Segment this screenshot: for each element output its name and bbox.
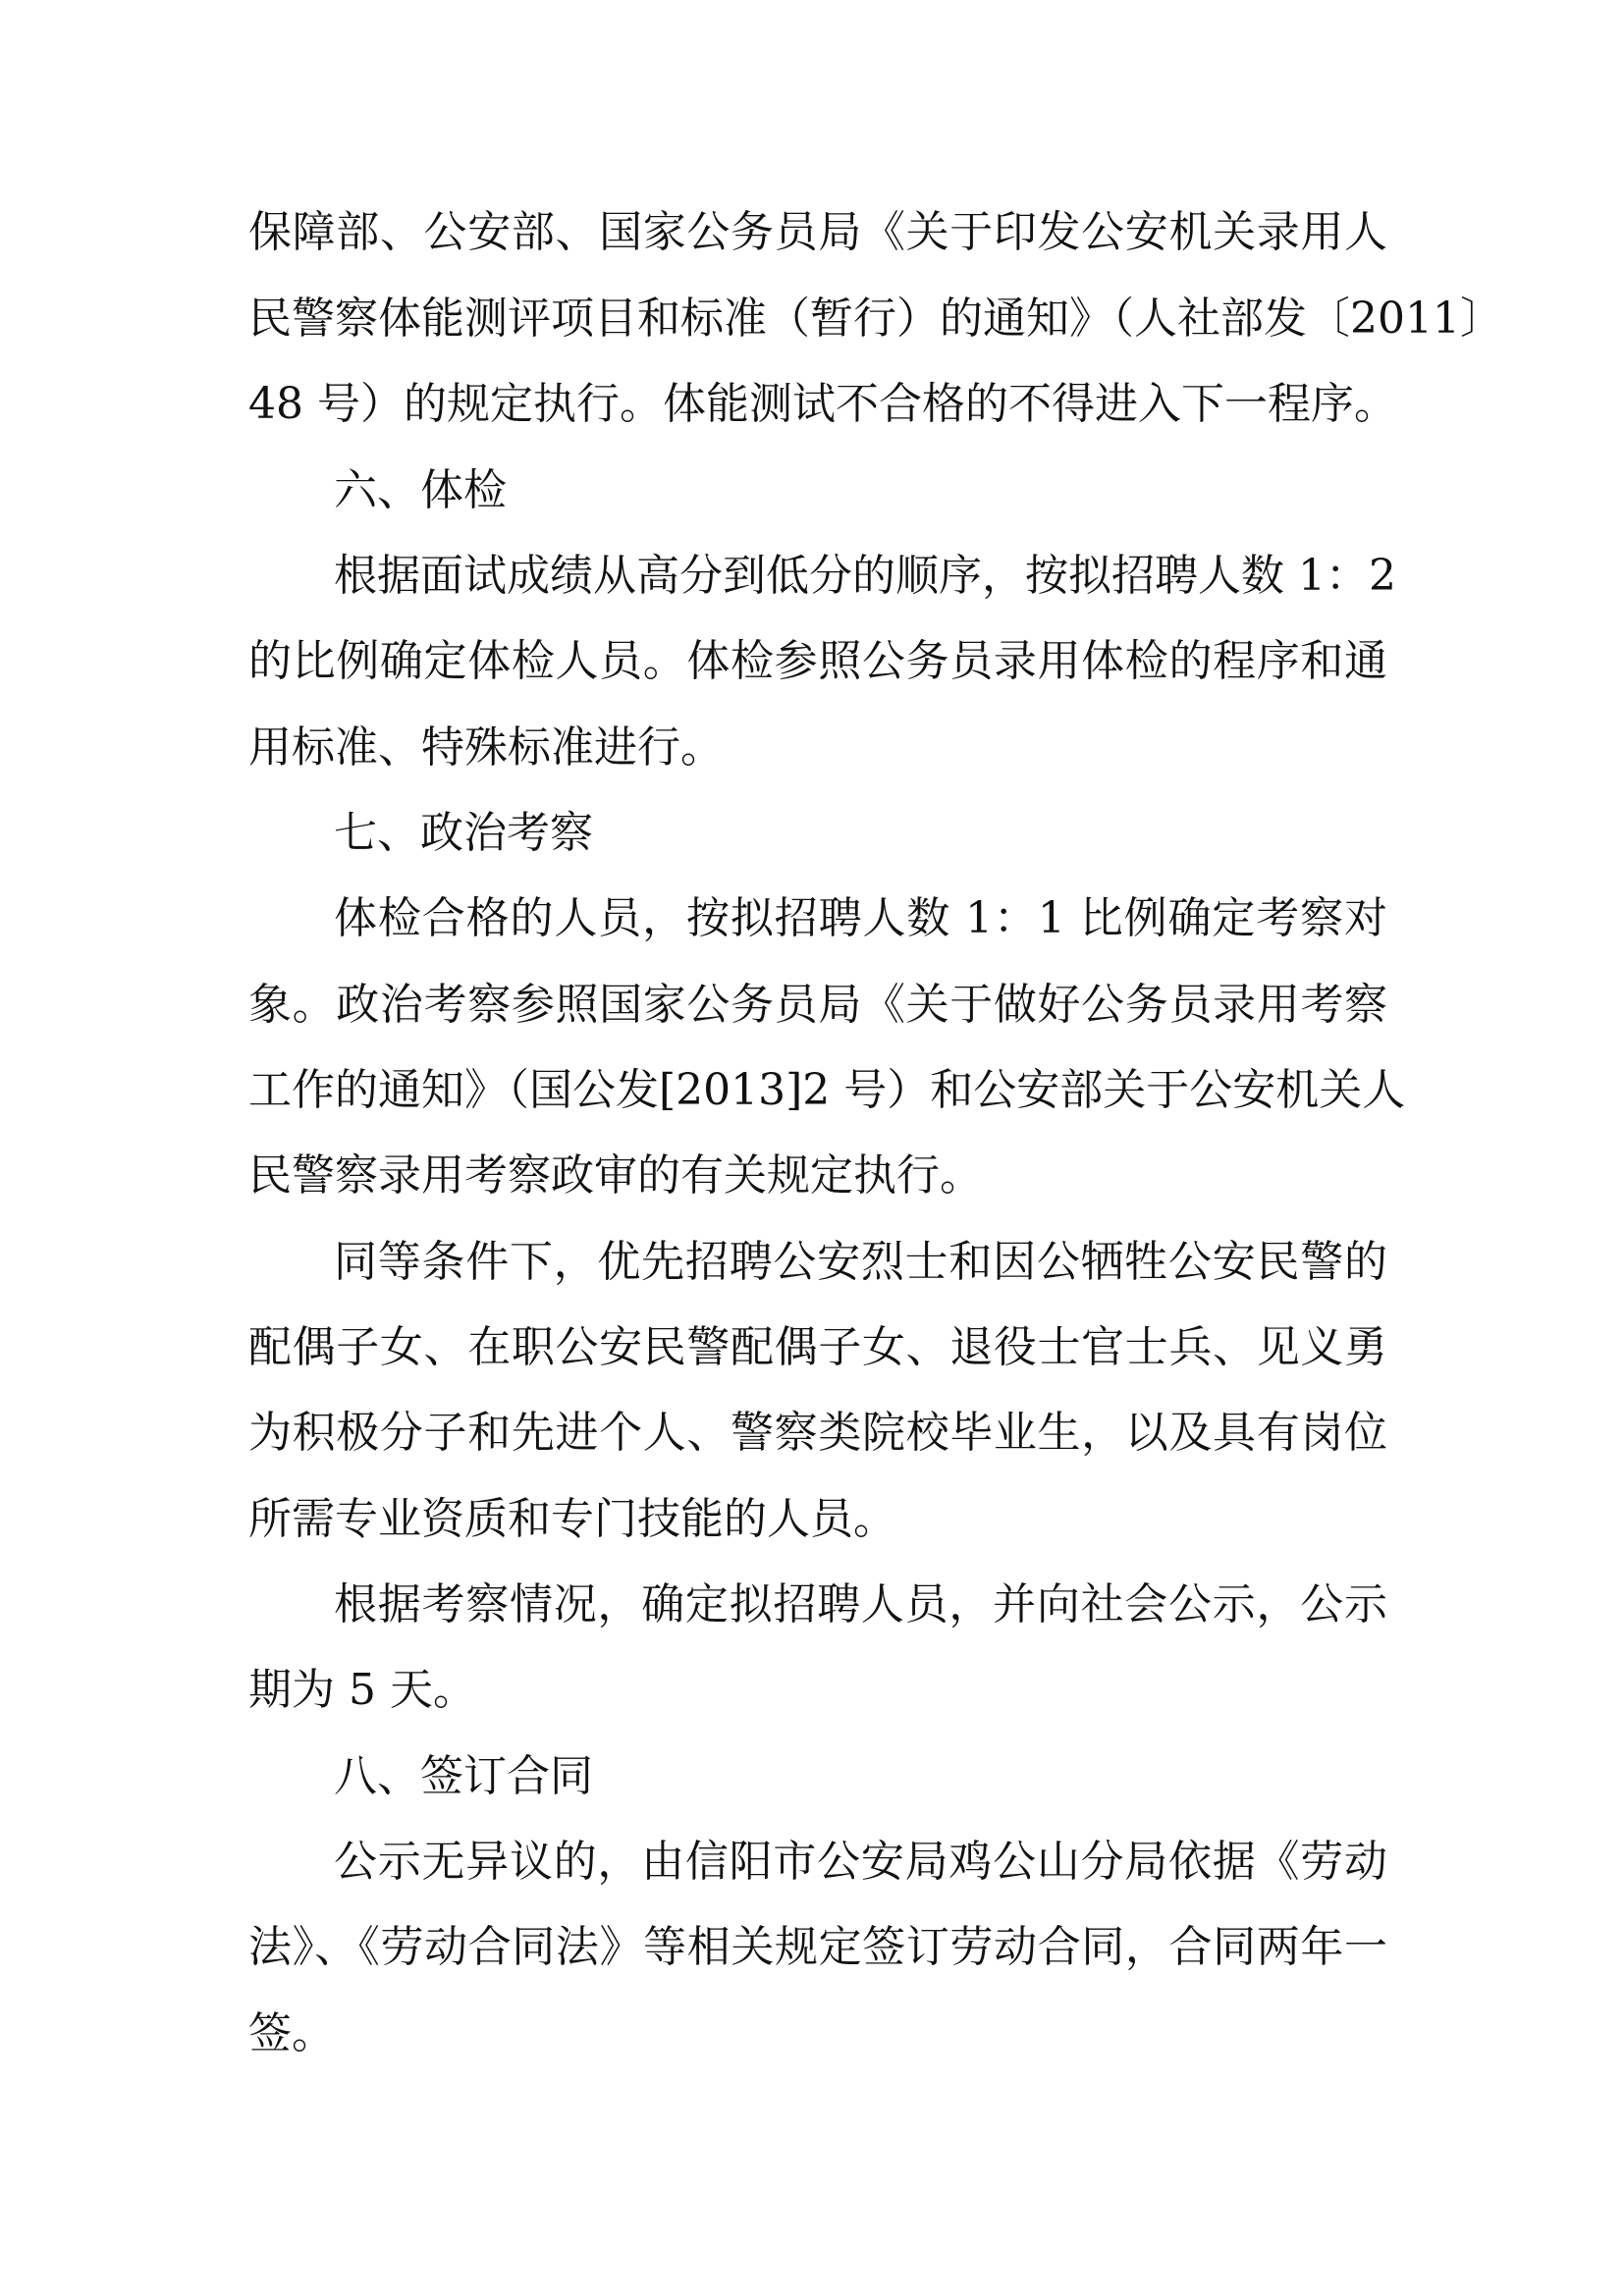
paragraph-line: 象。政治考察参照国家公务员局《关于做好公务员录用考察 xyxy=(248,980,1387,1030)
paragraph-line: 根据考察情况，确定拟招聘人员，并向社会公示，公示 xyxy=(334,1579,1387,1629)
paragraph-line: 体检合格的人员，按拟招聘人数 1：1 比例确定考察对 xyxy=(334,893,1387,943)
paragraph-line: 48 号）的规定执行。体能测试不合格的不得进入下一程序。 xyxy=(248,379,1397,429)
paragraph-line: 签。 xyxy=(248,2008,335,2058)
paragraph-line: 法》、《劳动合同法》等相关规定签订劳动合同，合同两年一 xyxy=(248,1922,1387,1972)
paragraph-line: 的比例确定体检人员。体检参照公务员录用体检的程序和通 xyxy=(248,636,1387,686)
paragraph-line: 工作的通知》（国公发[2013]2 号）和公安部关于公安机关人 xyxy=(248,1065,1406,1115)
paragraph-line: 保障部、公安部、国家公务员局《关于印发公安机关录用人 xyxy=(248,207,1387,257)
paragraph-line: 公示无异议的，由信阳市公安局鸡公山分局依据《劳动 xyxy=(334,1837,1387,1887)
paragraph-line: 期为 5 天。 xyxy=(248,1665,476,1715)
section-heading-physical-exam: 六、体检 xyxy=(334,465,507,515)
paragraph-line: 根据面试成绩从高分到低分的顺序，按拟招聘人数 1：2 xyxy=(334,551,1396,601)
paragraph-line: 同等条件下，优先招聘公安烈士和因公牺牲公安民警的 xyxy=(334,1237,1387,1287)
paragraph-line: 民警察体能测评项目和标准（暂行）的通知》（人社部发〔2011〕 xyxy=(248,294,1503,344)
paragraph-line: 所需专业资质和专门技能的人员。 xyxy=(248,1494,896,1544)
paragraph-line: 配偶子女、在职公安民警配偶子女、退役士官士兵、见义勇 xyxy=(248,1322,1387,1372)
section-heading-sign-contract: 八、签订合同 xyxy=(334,1751,593,1801)
section-heading-political-review: 七、政治考察 xyxy=(334,808,593,858)
paragraph-line: 用标准、特殊标准进行。 xyxy=(248,722,724,773)
paragraph-line: 为积极分子和先进个人、警察类院校毕业生，以及具有岗位 xyxy=(248,1408,1387,1458)
paragraph-line: 民警察录用考察政审的有关规定执行。 xyxy=(248,1150,983,1201)
